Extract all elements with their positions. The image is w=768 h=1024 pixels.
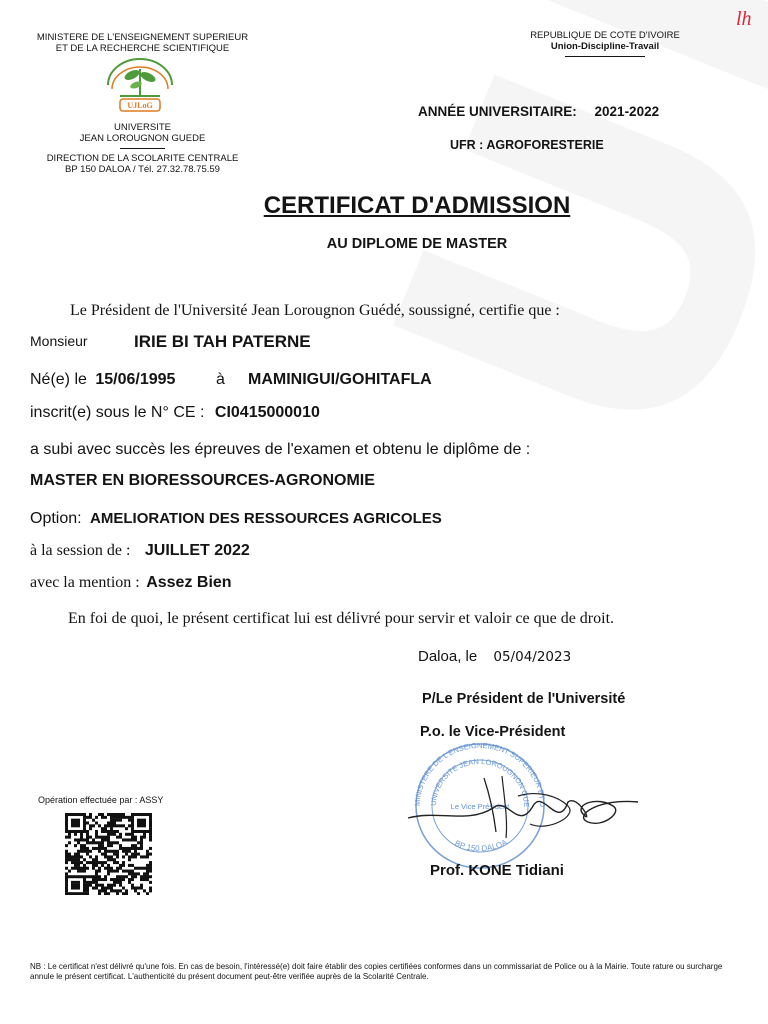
- option-line: [30, 510, 442, 528]
- stamp-outer-text: MINISTERE DE L'ENSEIGNEMENT SUPERIEUR ET D: [412, 740, 548, 808]
- university-line-1: UNIVERSITE: [113, 122, 171, 133]
- diploma-name: MASTER EN BIORESSOURCES-AGRONOMIE: [30, 472, 375, 489]
- place-date: [418, 648, 571, 665]
- operation-note: Opération effectuée par : ASSY: [38, 795, 164, 805]
- birth-date-label: Né(e) le: [30, 371, 87, 388]
- certificate-title: CERTIFICAT D'ADMISSION: [263, 192, 571, 219]
- direction-line: DIRECTION DE LA SCOLARITE CENTRALE: [46, 153, 239, 164]
- qr-code: [65, 813, 152, 895]
- ce-line: [30, 404, 320, 422]
- certificate-subtitle: AU DIPLOME DE MASTER: [326, 236, 508, 252]
- intro-sentence: Le Président de l'Université Jean Lorougnon Guédé, soussigné, certifie que :: [70, 302, 560, 319]
- svg-text:BP 150 DALOA: [453, 837, 509, 853]
- session-value: JUILLET 2022: [144, 542, 250, 559]
- birth-line: [30, 371, 175, 389]
- republic-line: REPUBLIQUE DE COTE D'IVOIRE: [530, 30, 680, 41]
- stamp-bottom-text: BP 150 DALOA: [453, 837, 509, 854]
- stamp-inner-text: UNIVERSITE JEAN LOROUGNON GUE: [428, 756, 532, 808]
- motto-divider: [565, 56, 645, 57]
- header-left: [20, 32, 265, 54]
- academic-year: [418, 104, 659, 119]
- civility-label: Monsieur: [30, 333, 88, 349]
- mention-value: Assez Bien: [146, 574, 232, 591]
- birth-date: 15/06/1995: [95, 371, 176, 388]
- signatory-title-2: P.o. le Vice-Président: [420, 724, 566, 740]
- academic-year-value: 2021-2022: [594, 104, 660, 119]
- ministry-line-2: ET DE LA RECHERCHE SCIENTIFIQUE: [55, 43, 230, 54]
- signatory-title-1: P/Le Président de l'Université: [422, 691, 626, 707]
- mention-label: avec la mention :: [30, 574, 140, 591]
- university-line-2: JEAN LOROUGNON GUEDE: [79, 133, 206, 144]
- ce-number: CI0415000010: [214, 404, 320, 421]
- option-value: AMELIORATION DES RESSOURCES AGRICOLES: [90, 510, 442, 527]
- qr-code-icon: [65, 813, 152, 895]
- option-label: Option:: [30, 510, 82, 527]
- university-logo-icon: [100, 55, 180, 115]
- academic-year-label: ANNÉE UNIVERSITAIRE:: [418, 104, 577, 119]
- footnote: NB : Le certificat n'est délivré qu'une fois. En cas de besoin, l'intéressé(e) doit faire établir des copies certifiées conformes dans un commissariat de Police ou à la Mairie. Toute rature ou surcharge annule le présent certificat. L'authenticité du présent document peut-être verifiée auprès de la Scolarité Centrale.: [30, 962, 723, 981]
- background-watermark: [300, 0, 768, 517]
- closing-sentence: En foi de quoi, le présent certificat lui est délivré pour servir et valoir ce que de droit.: [68, 610, 615, 627]
- handwritten-corner-mark: lh: [736, 8, 752, 30]
- ministry-line-1: MINISTERE DE L'ENSEIGNEMENT SUPERIEUR: [36, 32, 249, 43]
- mention-line: [30, 574, 232, 592]
- stamp-center-text: Le Vice Président: [450, 802, 510, 811]
- signatory-name: Prof. KONE Tidiani: [430, 862, 564, 879]
- university-block: [20, 122, 265, 175]
- official-stamp: [398, 736, 658, 876]
- header-right: [520, 30, 690, 57]
- session-line: [30, 542, 250, 560]
- birth-at-label: à: [216, 371, 225, 388]
- logo-text: UJLoG: [127, 101, 153, 110]
- stamp-seal-icon: [398, 736, 658, 876]
- birth-place: MAMINIGUI/GOHITAFLA: [248, 371, 432, 388]
- session-label: à la session de :: [30, 542, 131, 559]
- issue-date: 05/04/2023: [493, 649, 572, 665]
- ufr-label: UFR : AGROFORESTERIE: [450, 138, 604, 152]
- divider: [120, 148, 165, 149]
- place-label: Daloa, le: [418, 648, 478, 665]
- exam-sentence: a subi avec succès les épreuves de l'examen et obtenu le diplôme de :: [30, 441, 531, 458]
- address-line: BP 150 DALOA / Tél. 27.32.78.75.59: [65, 164, 220, 175]
- ce-label: inscrit(e) sous le N° CE :: [30, 404, 205, 421]
- university-logo: [100, 55, 180, 115]
- motto-line: Union-Discipline-Travail: [550, 41, 660, 52]
- student-name: IRIE BI TAH PATERNE: [134, 332, 311, 351]
